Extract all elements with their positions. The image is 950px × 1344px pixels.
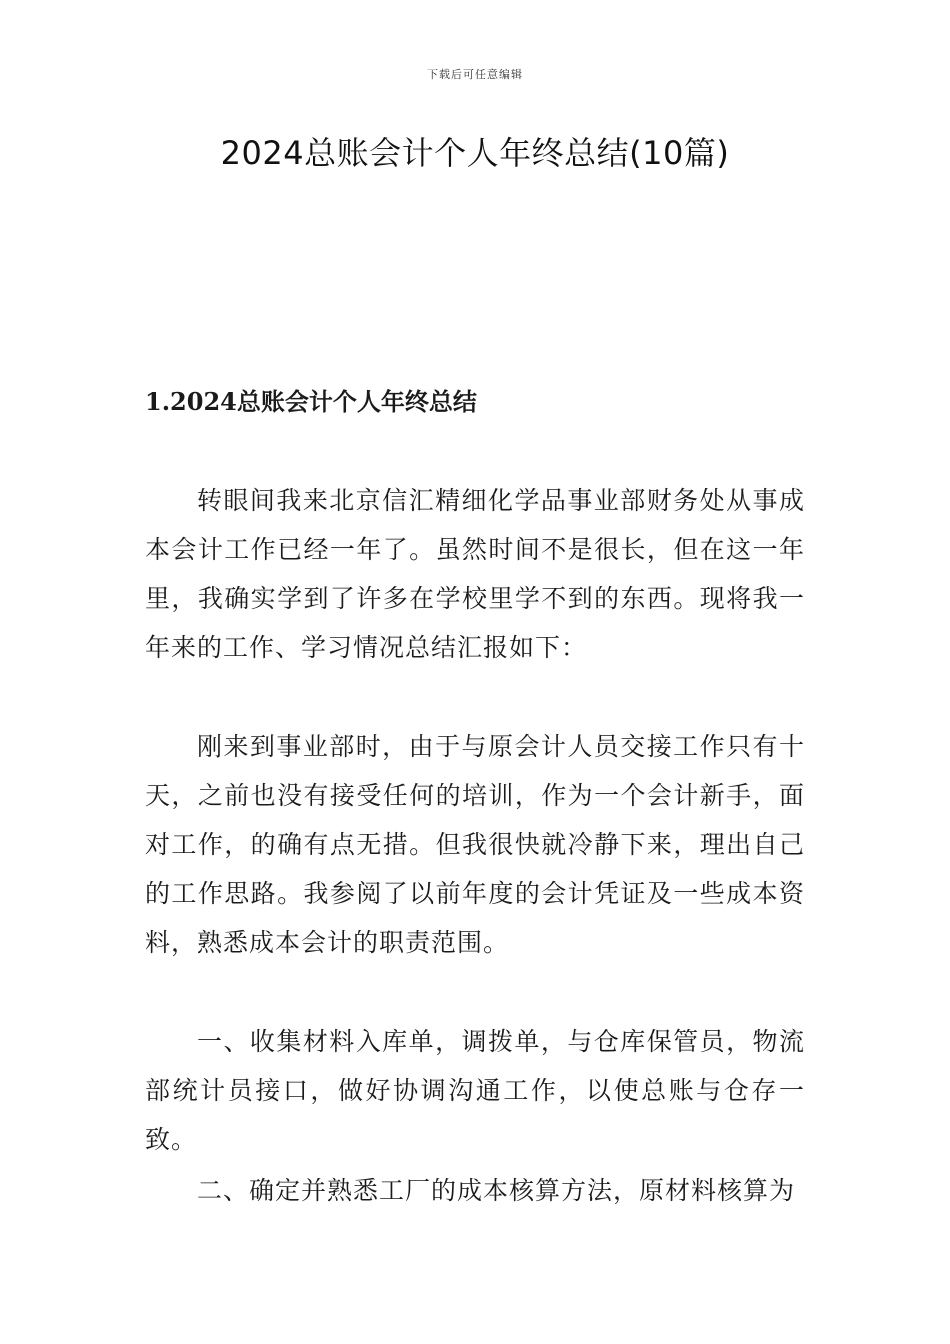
paragraph-1: 转眼间我来北京信汇精细化学品事业部财务处从事成本会计工作已经一年了。虽然时间不是很长，但在这一年里，我确实学到了许多在学校里学不到的东西。现将我一年来的工作、学习情况总结汇报如下： [145, 486, 805, 662]
document-title: 2024总账会计个人年终总结(10篇) [220, 134, 730, 172]
paragraph-2: 刚来到事业部时，由于与原会计人员交接工作只有十天，之前也没有接受任何的培训，作为一个会计新手，面对工作，的确有点无措。但我很快就冷静下来，理出自己的工作思路。我参阅了以前年度的会计凭证及一些成本资料，熟悉成本会计的职责范围。 [145, 732, 805, 957]
header-note: 下载后可任意编辑 [427, 68, 523, 81]
section-heading: 1.2024总账会计个人年终总结 [145, 387, 477, 416]
paragraph-3: 一、收集材料入库单，调拨单，与仓库保管员，物流部统计员接口，做好协调沟通工作，以使总账与仓存一致。 [145, 1027, 805, 1154]
paragraph-4: 二、确定并熟悉工厂的成本核算方法，原材料核算为 [197, 1176, 796, 1205]
